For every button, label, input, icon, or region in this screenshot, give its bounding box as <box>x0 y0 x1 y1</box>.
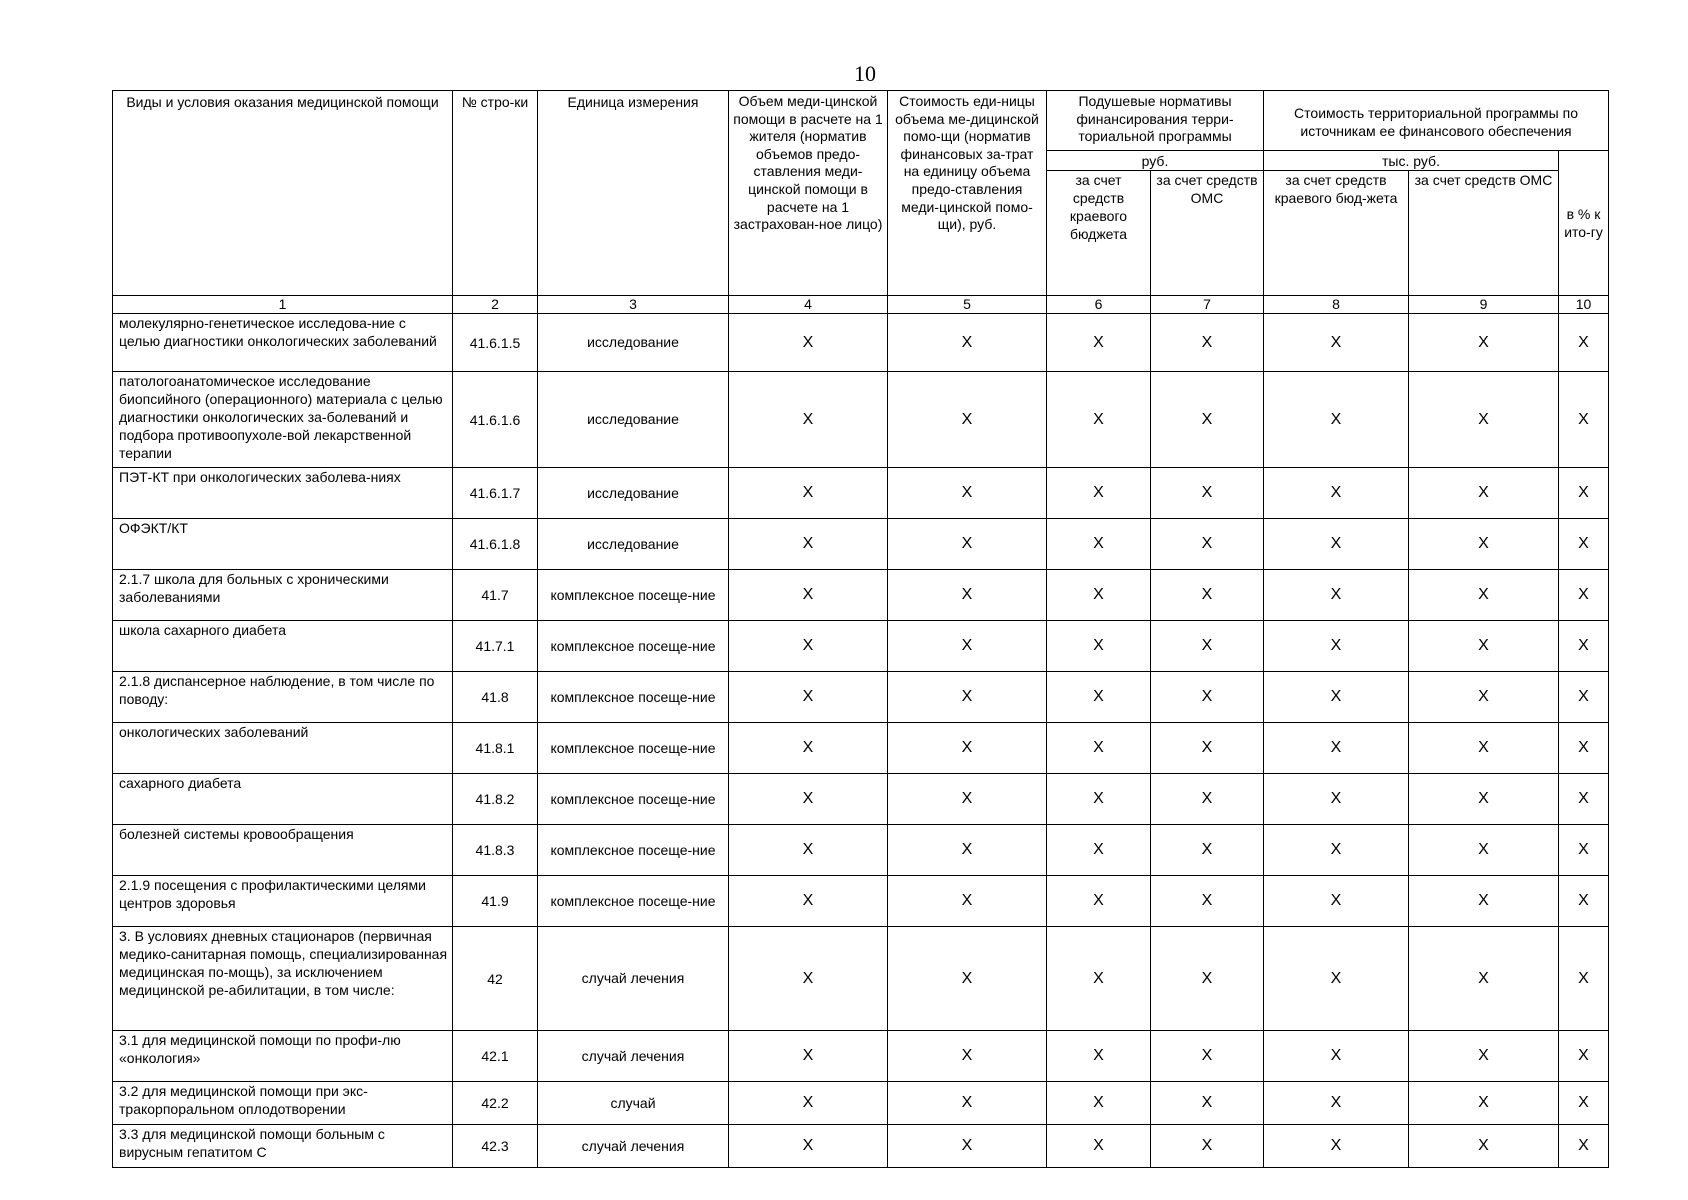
row-description: сахарного диабета <box>113 774 453 825</box>
table-row <box>113 774 1609 825</box>
value-cost-oms: X <box>1409 672 1559 723</box>
header-cost-oms: за счет средств ОМС <box>1409 171 1559 296</box>
row-unit: случай лечения <box>538 1031 729 1082</box>
row-description: болезней системы кровообращения <box>113 825 453 876</box>
value-cost-budget: X <box>1264 723 1409 774</box>
value-cost-oms: X <box>1409 774 1559 825</box>
value-per-capita-oms: X <box>1151 468 1264 519</box>
row-number: 41.6.1.5 <box>453 314 538 372</box>
value-per-capita-oms: X <box>1151 723 1264 774</box>
value-unit-cost: X <box>888 723 1047 774</box>
value-per-capita-oms: X <box>1151 1082 1264 1125</box>
value-percent: X <box>1559 1082 1609 1125</box>
row-description: ПЭТ-КТ при онкологических заболева-ниях <box>113 468 453 519</box>
value-per-capita-budget: X <box>1047 570 1151 621</box>
value-cost-oms: X <box>1409 825 1559 876</box>
value-per-capita-oms: X <box>1151 876 1264 927</box>
value-cost-oms: X <box>1409 1125 1559 1168</box>
header-per-capita-oms: за счет средств ОМС <box>1151 171 1264 296</box>
value-volume: X <box>729 519 888 570</box>
row-number: 41.6.1.7 <box>453 468 538 519</box>
value-per-capita-budget: X <box>1047 519 1151 570</box>
row-description: 3. В условиях дневных стационаров (первичная медико-санитарная помощь, специализированная медицинская по-мощь), за исключением медицинской ре-абилитации, в том числе: <box>113 927 453 1031</box>
value-unit-cost: X <box>888 1125 1047 1168</box>
value-volume: X <box>729 570 888 621</box>
row-unit: комплексное посеще-ние <box>538 774 729 825</box>
value-cost-budget: X <box>1264 570 1409 621</box>
value-volume: X <box>729 1125 888 1168</box>
value-percent: X <box>1559 672 1609 723</box>
value-percent: X <box>1559 1031 1609 1082</box>
row-number: 41.9 <box>453 876 538 927</box>
column-number: 3 <box>538 296 729 314</box>
row-number: 41.8.3 <box>453 825 538 876</box>
table-row <box>113 468 1609 519</box>
value-volume: X <box>729 372 888 468</box>
value-per-capita-oms: X <box>1151 927 1264 1031</box>
program-cost-table <box>112 90 1609 1168</box>
value-per-capita-budget: X <box>1047 876 1151 927</box>
row-unit: комплексное посеще-ние <box>538 621 729 672</box>
row-number: 41.6.1.8 <box>453 519 538 570</box>
value-unit-cost: X <box>888 468 1047 519</box>
value-cost-budget: X <box>1264 927 1409 1031</box>
value-unit-cost: X <box>888 927 1047 1031</box>
value-cost-oms: X <box>1409 876 1559 927</box>
header-per-capita-group: Подушевые нормативы финансирования терри-ториальной программы <box>1047 91 1264 151</box>
value-cost-oms: X <box>1409 570 1559 621</box>
value-unit-cost: X <box>888 1031 1047 1082</box>
value-percent: X <box>1559 570 1609 621</box>
column-number: 10 <box>1559 296 1609 314</box>
table-row <box>113 519 1609 570</box>
table-row <box>113 621 1609 672</box>
value-unit-cost: X <box>888 519 1047 570</box>
row-number: 41.8.2 <box>453 774 538 825</box>
value-per-capita-oms: X <box>1151 570 1264 621</box>
value-unit-cost: X <box>888 825 1047 876</box>
value-unit-cost: X <box>888 570 1047 621</box>
value-percent: X <box>1559 1125 1609 1168</box>
value-per-capita-budget: X <box>1047 1082 1151 1125</box>
column-number: 4 <box>729 296 888 314</box>
value-per-capita-budget: X <box>1047 825 1151 876</box>
value-percent: X <box>1559 774 1609 825</box>
value-cost-budget: X <box>1264 774 1409 825</box>
value-volume: X <box>729 468 888 519</box>
value-volume: X <box>729 825 888 876</box>
table-row <box>113 1031 1609 1082</box>
value-volume: X <box>729 314 888 372</box>
header-per-capita-unit: руб. <box>1047 151 1264 171</box>
row-description: молекулярно-генетическое исследова-ние с целью диагностики онкологических заболеваний <box>113 314 453 372</box>
value-cost-budget: X <box>1264 468 1409 519</box>
header-kind-of-care: Виды и условия оказания медицинской помощи <box>113 91 453 296</box>
value-percent: X <box>1559 519 1609 570</box>
row-description: 2.1.9 посещения с профилактическими целями центров здоровья <box>113 876 453 927</box>
row-number: 41.6.1.6 <box>453 372 538 468</box>
value-per-capita-budget: X <box>1047 372 1151 468</box>
value-cost-budget: X <box>1264 314 1409 372</box>
value-cost-budget: X <box>1264 519 1409 570</box>
value-percent: X <box>1559 825 1609 876</box>
value-unit-cost: X <box>888 314 1047 372</box>
value-percent: X <box>1559 468 1609 519</box>
row-description: 3.1 для медицинской помощи по профи-лю «онкология» <box>113 1031 453 1082</box>
value-unit-cost: X <box>888 621 1047 672</box>
page-number: 10 <box>854 61 876 86</box>
row-number: 41.7 <box>453 570 538 621</box>
value-percent: X <box>1559 372 1609 468</box>
value-unit-cost: X <box>888 672 1047 723</box>
table-row <box>113 876 1609 927</box>
row-description: школа сахарного диабета <box>113 621 453 672</box>
value-percent: X <box>1559 927 1609 1031</box>
row-number: 41.8 <box>453 672 538 723</box>
row-description: онкологических заболеваний <box>113 723 453 774</box>
value-percent: X <box>1559 621 1609 672</box>
value-cost-oms: X <box>1409 1082 1559 1125</box>
column-number: 1 <box>113 296 453 314</box>
table-row <box>113 372 1609 468</box>
value-per-capita-budget: X <box>1047 927 1151 1031</box>
value-per-capita-oms: X <box>1151 1125 1264 1168</box>
column-number: 6 <box>1047 296 1151 314</box>
row-unit: исследование <box>538 519 729 570</box>
value-per-capita-budget: X <box>1047 723 1151 774</box>
row-description: патологоанатомическое исследование биопсийного (операционного) материала с целью диагностики онкологических за-болеваний и подбора противоопухоле-вой лекарственной терапии <box>113 372 453 468</box>
value-per-capita-oms: X <box>1151 825 1264 876</box>
value-cost-oms: X <box>1409 723 1559 774</box>
value-volume: X <box>729 672 888 723</box>
value-per-capita-oms: X <box>1151 1031 1264 1082</box>
value-percent: X <box>1559 314 1609 372</box>
value-per-capita-budget: X <box>1047 468 1151 519</box>
row-unit: комплексное посеще-ние <box>538 876 729 927</box>
value-volume: X <box>729 876 888 927</box>
value-unit-cost: X <box>888 372 1047 468</box>
value-percent: X <box>1559 876 1609 927</box>
row-number: 42 <box>453 927 538 1031</box>
header-unit: Единица измерения <box>538 91 729 296</box>
header-cost-group: Стоимость территориальной программы по источникам ее финансового обеспечения <box>1264 91 1609 151</box>
value-per-capita-budget: X <box>1047 774 1151 825</box>
row-unit: исследование <box>538 372 729 468</box>
row-unit: комплексное посеще-ние <box>538 825 729 876</box>
table-row <box>113 1125 1609 1168</box>
value-unit-cost: X <box>888 876 1047 927</box>
value-unit-cost: X <box>888 1082 1047 1125</box>
value-unit-cost: X <box>888 774 1047 825</box>
row-number: 42.2 <box>453 1082 538 1125</box>
value-per-capita-oms: X <box>1151 519 1264 570</box>
value-per-capita-oms: X <box>1151 314 1264 372</box>
row-unit: случай лечения <box>538 1125 729 1168</box>
row-description: 2.1.8 диспансерное наблюдение, в том числе по поводу: <box>113 672 453 723</box>
value-volume: X <box>729 723 888 774</box>
row-unit: исследование <box>538 468 729 519</box>
value-cost-budget: X <box>1264 621 1409 672</box>
row-number: 41.7.1 <box>453 621 538 672</box>
value-volume: X <box>729 1082 888 1125</box>
value-cost-budget: X <box>1264 1082 1409 1125</box>
column-number: 7 <box>1151 296 1264 314</box>
value-per-capita-budget: X <box>1047 672 1151 723</box>
column-number: 5 <box>888 296 1047 314</box>
row-description: 3.2 для медицинской помощи при экс-тракорпоральном оплодотворении <box>113 1082 453 1125</box>
value-per-capita-oms: X <box>1151 621 1264 672</box>
value-cost-oms: X <box>1409 1031 1559 1082</box>
row-description: 2.1.7 школа для больных с хроническими заболеваниями <box>113 570 453 621</box>
row-unit: случай <box>538 1082 729 1125</box>
row-number: 41.8.1 <box>453 723 538 774</box>
column-number: 9 <box>1409 296 1559 314</box>
value-cost-budget: X <box>1264 1031 1409 1082</box>
row-number: 42.3 <box>453 1125 538 1168</box>
row-number: 42.1 <box>453 1031 538 1082</box>
table-row <box>113 672 1609 723</box>
header-per-capita-budget: за счет средств краевого бюджета <box>1047 171 1151 296</box>
column-number: 2 <box>453 296 538 314</box>
value-cost-oms: X <box>1409 927 1559 1031</box>
value-per-capita-budget: X <box>1047 1125 1151 1168</box>
column-number: 8 <box>1264 296 1409 314</box>
header-volume: Объем меди-цинской помощи в расчете на 1 жителя (норматив объемов предо-ставления меди-цинской помощи в расчете на 1 застрахован-ное лицо) <box>729 91 888 296</box>
value-cost-oms: X <box>1409 372 1559 468</box>
value-volume: X <box>729 621 888 672</box>
row-description: ОФЭКТ/КТ <box>113 519 453 570</box>
header-cost-budget: за счет средств краевого бюд-жета <box>1264 171 1409 296</box>
value-cost-budget: X <box>1264 372 1409 468</box>
value-cost-budget: X <box>1264 876 1409 927</box>
value-volume: X <box>729 774 888 825</box>
value-cost-oms: X <box>1409 314 1559 372</box>
table-row <box>113 825 1609 876</box>
table-row <box>113 927 1609 1031</box>
value-volume: X <box>729 1031 888 1082</box>
header-percent: в % к ито-гу <box>1559 151 1609 296</box>
row-description: 3.3 для медицинской помощи больным с вирусным гепатитом С <box>113 1125 453 1168</box>
value-volume: X <box>729 927 888 1031</box>
row-unit: комплексное посеще-ние <box>538 672 729 723</box>
row-unit: случай лечения <box>538 927 729 1031</box>
value-percent: X <box>1559 723 1609 774</box>
table-row <box>113 314 1609 372</box>
table-row <box>113 723 1609 774</box>
value-per-capita-oms: X <box>1151 774 1264 825</box>
header-row-number: № стро-ки <box>453 91 538 296</box>
value-cost-oms: X <box>1409 519 1559 570</box>
table-row <box>113 570 1609 621</box>
value-per-capita-oms: X <box>1151 672 1264 723</box>
value-cost-budget: X <box>1264 1125 1409 1168</box>
table-row <box>113 1082 1609 1125</box>
row-unit: исследование <box>538 314 729 372</box>
value-cost-oms: X <box>1409 468 1559 519</box>
value-per-capita-budget: X <box>1047 1031 1151 1082</box>
value-per-capita-budget: X <box>1047 621 1151 672</box>
value-cost-budget: X <box>1264 825 1409 876</box>
header-cost-unit: тыс. руб. <box>1264 151 1559 171</box>
value-per-capita-oms: X <box>1151 372 1264 468</box>
header-unit-cost: Стоимость еди-ницы объема ме-дицинской помо-щи (норматив финансовых за-трат на единицу объема предо-ставления меди-цинской помо-щи), руб. <box>888 91 1047 296</box>
value-per-capita-budget: X <box>1047 314 1151 372</box>
row-unit: комплексное посеще-ние <box>538 723 729 774</box>
row-unit: комплексное посеще-ние <box>538 570 729 621</box>
value-cost-oms: X <box>1409 621 1559 672</box>
value-cost-budget: X <box>1264 672 1409 723</box>
